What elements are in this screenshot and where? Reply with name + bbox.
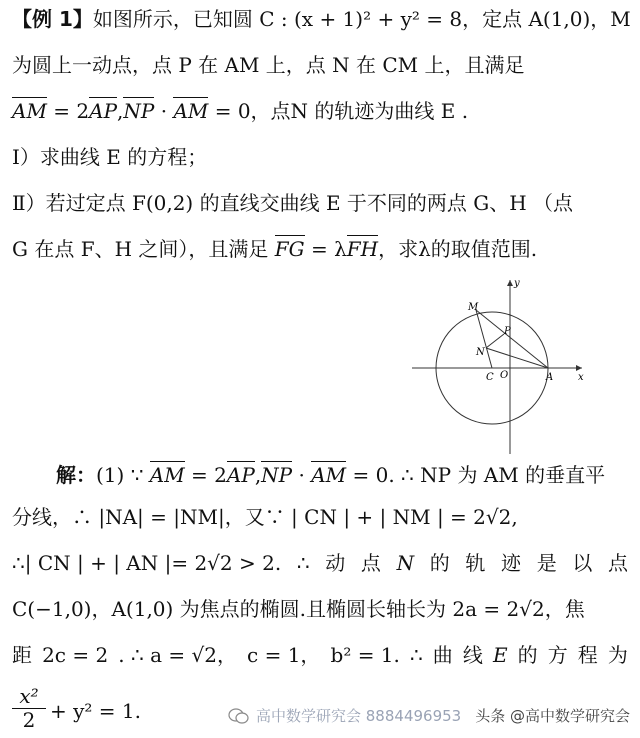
part-2-line-2	[12, 236, 628, 262]
equation-end: = 0，点N 的轨迹为曲线 E .	[208, 99, 469, 123]
ellipse-equation-rest: + y² = 1.	[50, 699, 141, 723]
solution-char: 是	[536, 551, 557, 575]
segment-cm	[476, 310, 492, 368]
solution-vector-ap: AP	[226, 463, 255, 487]
label-a: A	[546, 372, 554, 383]
solution-text-2: 分线，∴ |NA| = |NM|，又∵ | CN | + | NM | = 2√2,	[12, 505, 518, 529]
circle-figure	[406, 276, 590, 456]
wechat-icon	[228, 707, 250, 725]
solution-char: 点	[360, 551, 381, 575]
fraction-numerator: x²	[12, 684, 46, 709]
dot-operator: ·	[154, 99, 174, 123]
solution-comma: ,	[254, 463, 262, 487]
x-axis-arrow-icon	[576, 365, 582, 371]
segment-na	[486, 348, 548, 368]
part-2-text-3: ，求λ的取值范围.	[378, 237, 538, 261]
part-2-text-1: Ⅱ）若过定点 F(0,2) 的直线交曲线 E 于不同的两点 G、H （点	[12, 191, 574, 215]
solution-vector-am-2: AM	[311, 463, 347, 487]
problem-line-2	[12, 52, 628, 78]
solution-char: 曲	[432, 643, 453, 667]
vector-fg: FG	[274, 237, 305, 261]
ellipse-fraction	[12, 684, 46, 731]
solution-text-1a: (1) ∵	[96, 463, 150, 487]
solution-text-1b: = 0. ∴ NP 为 AM 的垂直平	[346, 463, 606, 487]
solution-eq-b: b² = 1.	[330, 643, 400, 667]
solution-eq-2c: 2c = 2	[42, 643, 109, 667]
problem-text-2: 为圆上一动点，点 P 在 AM 上，点 N 在 CM 上，且满足	[12, 53, 525, 77]
segment-am	[476, 310, 548, 368]
watermark-faint-text: 高中数学研究会 8884496953	[256, 707, 462, 725]
problem-line-1	[12, 6, 631, 32]
label-c: C	[486, 372, 494, 383]
solution-text-3a: ∴| CN | + | AN |= 2√2 > 2.	[12, 551, 282, 575]
solution-char: 动	[325, 551, 346, 575]
example-label: 【例 1】	[12, 7, 93, 31]
part-1	[12, 144, 628, 170]
solution-line-1	[56, 462, 628, 488]
solution-char: 为	[607, 643, 628, 667]
part-1-text: Ⅰ）求曲线 E 的方程；	[12, 145, 208, 169]
vector-ap: AP	[89, 99, 118, 123]
solution-line-3	[12, 550, 628, 576]
therefore-symbol: ∴	[296, 551, 310, 575]
solution-char: E	[492, 643, 508, 667]
solution-char: 距	[12, 643, 32, 667]
solution-text-4: C(−1,0)，A(1,0) 为焦点的椭圆.且椭圆长轴长为 2a = 2√2，焦	[12, 597, 585, 621]
fraction-denominator: 2	[22, 708, 36, 732]
label-x: x	[578, 372, 584, 383]
solution-line-5	[12, 642, 628, 668]
solution-char: 轨	[465, 551, 486, 575]
vector-fh: FH	[346, 237, 379, 261]
vector-np: NP	[123, 99, 155, 123]
solution-line-4	[12, 596, 628, 622]
solution-eq-a: . ∴ a = √2，	[118, 643, 237, 667]
solution-eq-part: = 2	[184, 463, 227, 487]
solution-char: 方	[547, 643, 568, 667]
label-m: M	[468, 302, 479, 313]
solution-vector-am: AM	[149, 463, 185, 487]
label-p: P	[504, 326, 511, 337]
watermark-text: 头条 @高中数学研究会	[475, 707, 630, 725]
vector-am: AM	[12, 99, 47, 123]
solution-char: 的	[517, 643, 538, 667]
watermark	[228, 705, 630, 726]
lambda-eq: = λ	[304, 237, 347, 261]
label-n: N	[476, 347, 485, 358]
solution-char: 线	[462, 643, 483, 667]
segment-np	[486, 334, 504, 348]
vector-am-2: AM	[173, 99, 209, 123]
y-axis-arrow-icon	[507, 280, 513, 286]
part-2-line-1	[12, 190, 628, 216]
solution-char: 以	[572, 551, 593, 575]
problem-line-3	[12, 98, 628, 124]
solution-vector-np: NP	[261, 463, 293, 487]
part-2-text-2: G 在点 F、H 之间），且满足	[12, 237, 275, 261]
solution-eq-c: c = 1，	[247, 643, 321, 667]
solution-dot: ·	[292, 463, 312, 487]
label-y: y	[514, 278, 520, 289]
solution-char: N	[396, 551, 415, 575]
solution-line-2	[12, 504, 628, 530]
solution-char: 迹	[501, 551, 522, 575]
label-o: O	[500, 370, 509, 381]
comma: ,	[117, 99, 124, 123]
solution-char: 点	[608, 551, 628, 575]
solution-char: 的	[429, 551, 450, 575]
equation-part: = 2	[46, 99, 90, 123]
problem-text-1: 如图所示，已知圆 C : (x + 1)² + y² = 8，定点 A(1,0)，M	[92, 7, 631, 31]
therefore-symbol: ∴	[409, 643, 423, 667]
solution-char: 程	[577, 643, 598, 667]
solution-label: 解：	[56, 463, 96, 487]
